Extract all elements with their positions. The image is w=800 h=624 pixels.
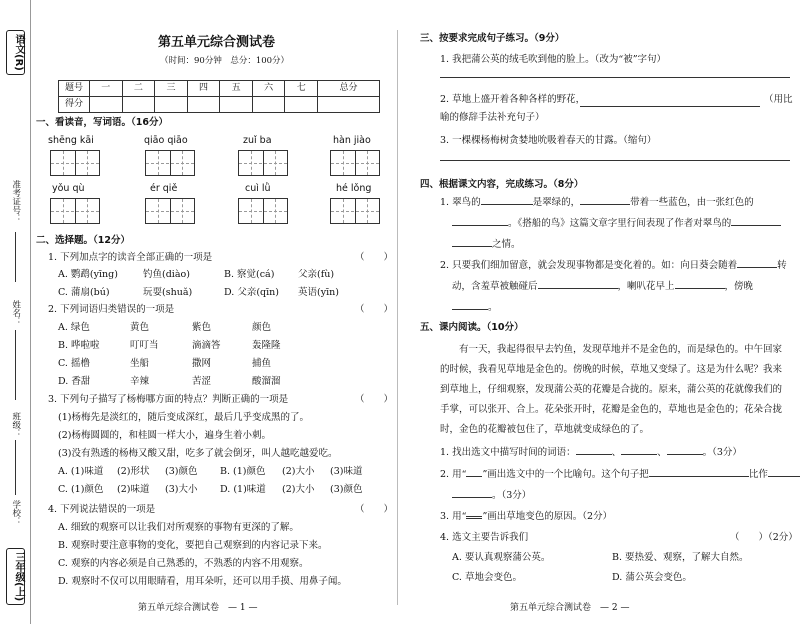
- option-text: 滴滴答: [192, 340, 221, 351]
- s4-q2-text: 动，含羞草被触碰后: [452, 281, 538, 292]
- s4-q1-text: 带着一些蓝色，由一张红色的: [630, 197, 754, 208]
- s4-q2-text: 转: [777, 260, 787, 271]
- school-label: 学校：: [10, 500, 21, 526]
- q2-4-stem: 4. 下列说法错误的一项是: [48, 504, 156, 515]
- score-table: [58, 80, 380, 113]
- score-cell[interactable]: [155, 97, 188, 113]
- score-cell[interactable]: [187, 97, 220, 113]
- option-text: (2)味道: [117, 484, 150, 495]
- s4-q1-line3: [452, 240, 521, 251]
- option-text: (3)颜色: [330, 484, 363, 495]
- s4-q1-text: 是翠绿的，: [532, 197, 581, 208]
- score-header-cell: 四: [187, 81, 220, 97]
- s5-q4-stem: 4. 选文主要告诉我们: [440, 532, 529, 543]
- sentence-text: (2)杨梅圆圆的，和桂圆一样大小，遍身生着小刺。: [58, 430, 271, 441]
- sentence-text: (1)杨梅先是淡红的，随后变成深红，最后几乎变成黑的了。: [58, 412, 309, 423]
- option-text: C. 草地会变色。: [452, 572, 522, 583]
- option-text: C. 蒲扇(bú): [58, 287, 110, 298]
- score-table-header-row: [59, 81, 380, 97]
- blank[interactable]: [538, 288, 618, 289]
- blank[interactable]: [675, 288, 725, 289]
- option-text: 紫色: [192, 322, 212, 333]
- score-row-label: 得分: [59, 97, 90, 113]
- blank[interactable]: [667, 454, 703, 455]
- score-header-cell: 七: [285, 81, 318, 97]
- page-footer-2: 第五单元综合测试卷 — 2 —: [510, 603, 630, 613]
- s5-q1-text: 、: [657, 447, 667, 458]
- s4-q2-line1: [440, 261, 787, 272]
- class-line: [15, 440, 16, 495]
- blank[interactable]: [649, 476, 749, 477]
- pinyin-1: shēng kāi: [48, 135, 94, 146]
- option-text: 英语(yīn): [298, 287, 339, 298]
- blank[interactable]: [580, 204, 630, 205]
- option-text: (2)形状: [117, 466, 150, 477]
- blank[interactable]: [452, 497, 492, 498]
- s4-q1-text: 之情。: [492, 239, 521, 250]
- s4-q2-text: 。: [488, 302, 498, 313]
- option-text: D. 蒲公英会变色。: [612, 572, 692, 583]
- blank[interactable]: [621, 454, 657, 455]
- s4-q1-text: 。《搭船的鸟》这篇文章字里行间表现了作者对翠鸟的: [508, 218, 732, 229]
- s3-q1-text: 1. 我把蒲公英的绒毛吹到他的脸上。（改为“被”字句）: [440, 54, 667, 65]
- s5-q1-text: 。（3分）: [702, 447, 742, 458]
- pinyin-5: yǒu qù: [52, 183, 85, 194]
- blank[interactable]: [481, 204, 533, 205]
- page-divider: [397, 30, 398, 605]
- option-text: C. (1)颜色: [58, 484, 104, 495]
- option-text: (2)大小: [282, 466, 315, 477]
- s5-q1: [440, 448, 742, 459]
- student-name-label: 姓名：: [10, 300, 21, 326]
- reading-passage: 有一天，我起得很早去钓鱼，发现草地并不是金色的，而是绿色的。中午回家的时候，我看见草地是金色的。傍晚的时候，草地又变绿了。这是为什么呢？我来到草地上，仔细观察，发现蒲公英的花瓣是合拢的。原来，蒲公英的花就像我们的手掌，可以张开、合上。花朵张开时，花瓣是金色的，草地也是金色的；花朵合拢时，金色的花瓣被包住了，草地就变成绿色的了。: [440, 344, 783, 435]
- s5-q1-text: 1. 找出选文中描写时间的词语：: [440, 447, 576, 458]
- q2-3-stem: 3. 下列句子描写了杨梅哪方面的特点？判断正确的一项是: [48, 394, 289, 405]
- option-text: D. 香甜: [58, 376, 91, 387]
- score-cell[interactable]: [318, 97, 380, 113]
- writing-grid[interactable]: [330, 150, 380, 176]
- s5-q2-text: 比作: [748, 469, 768, 480]
- exam-number-label: 准考证号：: [10, 180, 21, 223]
- exam-number-line: [15, 232, 16, 282]
- q2-2-stem: 2. 下列词语归类错误的一项是: [48, 304, 175, 315]
- option-text: B. 要热爱、观察，了解大自然。: [612, 552, 749, 563]
- section-4-heading: 四、根据课文内容，完成练习。（8分）: [420, 179, 584, 190]
- score-header-cell: 总分: [318, 81, 380, 97]
- option-text: C. 摇橹: [58, 358, 90, 369]
- score-header-cell: 五: [220, 81, 253, 97]
- writing-grid[interactable]: [238, 198, 288, 224]
- s4-q1-text: 1. 翠鸟的: [440, 197, 481, 208]
- score-cell[interactable]: [90, 97, 123, 113]
- section-5-heading: 五、课内阅读。（10分）: [420, 322, 524, 333]
- writing-grid[interactable]: [145, 150, 195, 176]
- option-text: 颜色: [252, 322, 272, 333]
- binding-strip: [0, 0, 31, 624]
- s4-q2-line3: [452, 303, 498, 314]
- option-text: B. 哗啦啦: [58, 340, 100, 351]
- pinyin-7: cuì lǜ: [245, 183, 271, 194]
- option-text: 父亲(fù): [298, 269, 335, 280]
- option-text: (2)大小: [282, 484, 315, 495]
- option-text: (3)味道: [330, 466, 363, 477]
- option-text: A. 细致的观察可以让我们对所观察的事物有更深的了解。: [58, 522, 299, 533]
- option-text: C. 观察的内容必须是自己熟悉的，不熟悉的内容不用观察。: [58, 558, 309, 569]
- answer-paren[interactable]: （ ）: [355, 304, 394, 315]
- writing-grid[interactable]: [330, 198, 380, 224]
- option-text: 酸溜溜: [252, 376, 281, 387]
- answer-line[interactable]: [580, 106, 760, 107]
- writing-grid[interactable]: [145, 198, 195, 224]
- s5-q2: [440, 470, 800, 481]
- option-text: 叮叮当: [130, 340, 159, 351]
- option-text: 辛辣: [130, 376, 150, 387]
- name-line: [15, 330, 16, 400]
- writing-grid[interactable]: [50, 150, 100, 176]
- s5-q2-text: 2. 用“: [440, 469, 467, 480]
- option-text: 轰隆隆: [252, 340, 281, 351]
- grade-badge: 三年级(上): [6, 548, 25, 605]
- section-2-heading: 二、选择题。（12分）: [36, 235, 130, 246]
- section-3-heading: 三、按要求完成句子练习。（9分）: [420, 33, 565, 44]
- option-text: A. 绿色: [58, 322, 90, 333]
- s5-q3: [440, 512, 612, 523]
- blank[interactable]: [737, 267, 777, 268]
- sentence-text: (3)没有熟透的杨梅又酸又甜，吃多了就会倒牙，叫人越吃越爱吃。: [58, 448, 338, 459]
- subject-badge: 语文(R): [6, 30, 25, 75]
- answer-paren[interactable]: （ ）: [355, 394, 394, 405]
- s5-q3-text: ”画出草地变色的原因。（2分）: [482, 511, 613, 522]
- option-text: (3)颜色: [165, 466, 198, 477]
- blank[interactable]: [452, 246, 492, 247]
- underline-mark: [466, 516, 482, 519]
- page-footer-1: 第五单元综合测试卷 — 1 —: [138, 603, 258, 613]
- option-text: B. 察觉(cá): [224, 269, 275, 280]
- option-text: A. (1)味道: [58, 466, 104, 477]
- option-text: 苦涩: [192, 376, 212, 387]
- score-header-cell: 二: [122, 81, 155, 97]
- option-text: B. 观察时要注意事物的变化，要把自己观察到的内容记录下来。: [58, 540, 328, 551]
- s4-q2-text: 2. 只要我们细加留意，就会发现事物都是变化着的。如：向日葵会随着: [440, 260, 738, 271]
- section-1-heading: 一、看读音，写词语。（16分）: [36, 117, 168, 128]
- s4-q2-text: ，喇叭花早上: [617, 281, 675, 292]
- s5-q2-line2: [452, 491, 531, 502]
- pinyin-4: hàn jiào: [333, 135, 371, 146]
- s4-q2-line2: [452, 282, 753, 293]
- score-table-score-row: [59, 97, 380, 113]
- exam-meta: （时间：90分钟 总分：100分）: [160, 56, 290, 66]
- s4-q1-line2: [452, 219, 781, 230]
- answer-paren[interactable]: （ ）: [355, 252, 394, 263]
- option-text: A. 鹦鹉(yīng): [58, 269, 118, 280]
- s3-q2-text: 2. 草地上盛开着各种各样的野花，: [440, 94, 586, 105]
- pinyin-3: zuǐ ba: [243, 135, 272, 146]
- underline-mark: [466, 476, 482, 477]
- s5-q3-text: 3. 用“: [440, 511, 467, 522]
- score-cell[interactable]: [252, 97, 285, 113]
- answer-paren[interactable]: （ ）（2分）: [730, 532, 798, 543]
- s5-q2-text: ”画出选文中的一个比喻句。这个句子把: [482, 469, 649, 480]
- option-text: A. 要认真观察蒲公英。: [452, 552, 551, 563]
- option-text: 撒网: [192, 358, 212, 369]
- blank[interactable]: [768, 476, 800, 477]
- blank[interactable]: [452, 309, 488, 310]
- pinyin-6: ér qiě: [150, 183, 178, 194]
- writing-grid[interactable]: [238, 150, 288, 176]
- s5-q2-text: 。（3分）: [492, 490, 532, 501]
- q2-1-stem: 1. 下列加点字的读音全部正确的一项是: [48, 252, 213, 263]
- option-text: 玩耍(shuǎ): [143, 287, 193, 298]
- option-text: 捕鱼: [252, 358, 272, 369]
- blank[interactable]: [452, 225, 508, 226]
- answer-paren[interactable]: （ ）: [355, 504, 394, 515]
- option-text: 钓鱼(diào): [143, 269, 190, 280]
- score-header-cell: 六: [252, 81, 285, 97]
- s4-q2-text: ，傍晚: [724, 281, 754, 292]
- pinyin-2: qiāo qiāo: [144, 135, 188, 146]
- score-cell[interactable]: [285, 97, 318, 113]
- score-header-cell: 一: [90, 81, 123, 97]
- pinyin-8: hé lǒng: [336, 183, 372, 194]
- option-text: D. (1)味道: [220, 484, 266, 495]
- s5-q1-text: 、: [611, 447, 622, 458]
- option-text: D. 观察时不仅可以用眼睛看，用耳朵听，还可以用手摸、用鼻子闻。: [58, 576, 347, 587]
- answer-line[interactable]: [440, 160, 790, 161]
- option-text: (3)大小: [165, 484, 198, 495]
- score-header-cell: 三: [155, 81, 188, 97]
- s3-q2-note: 喻的修辞手法补充句子）: [440, 112, 545, 123]
- answer-line[interactable]: [440, 77, 790, 78]
- s3-q2-tail: （用比: [764, 94, 793, 105]
- option-text: B. (1)颜色: [220, 466, 266, 477]
- class-label: 班级：: [10, 412, 21, 438]
- blank[interactable]: [576, 454, 612, 455]
- exam-title: 第五单元综合测试卷: [158, 35, 276, 50]
- writing-grid[interactable]: [50, 198, 100, 224]
- option-text: 黄色: [130, 322, 150, 333]
- blank[interactable]: [731, 225, 781, 226]
- s4-q1-line1: [440, 198, 754, 209]
- score-header-cell: 题号: [59, 81, 90, 97]
- option-text: 坐船: [130, 358, 150, 369]
- score-cell[interactable]: [220, 97, 253, 113]
- s3-q3-text: 3. 一棵棵杨梅树贪婪地吮吸着春天的甘露。（缩句）: [440, 135, 657, 146]
- option-text: D. 父亲(qīn): [224, 287, 279, 298]
- score-cell[interactable]: [122, 97, 155, 113]
